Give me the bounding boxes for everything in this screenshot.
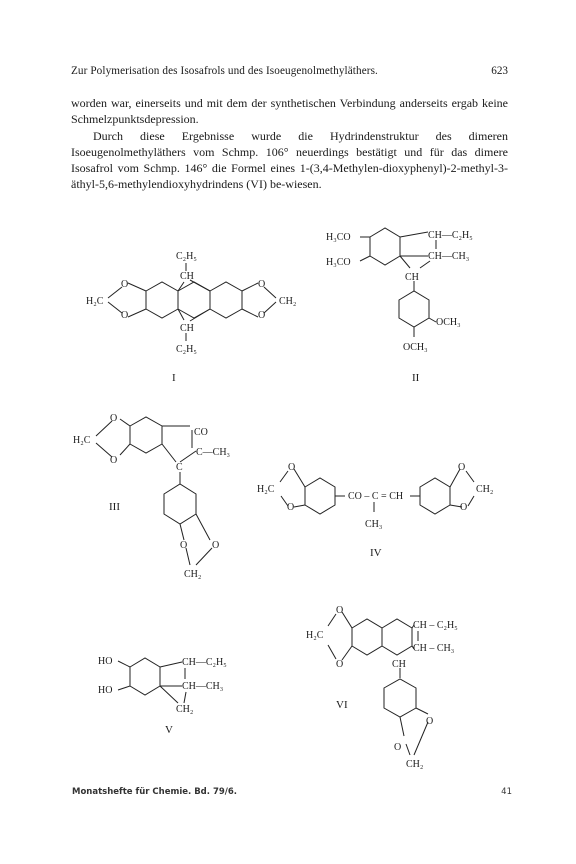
III-oxygen-right: O: [212, 540, 220, 551]
VI-ch: CH: [392, 659, 406, 670]
V-ch-ethyl: CH—C₂H₅: [182, 657, 227, 668]
I-oxygen-top-right: O: [258, 279, 266, 290]
IV-right-methylene: CH₂: [476, 484, 494, 495]
IV-left-methylene: H₂C: [257, 484, 275, 495]
structure-II: [326, 228, 473, 384]
running-title: Zur Polymerisation des Isosafrols und des Isoeugenolmethyläthers.: [71, 65, 378, 77]
IV-oxygen-bottom-left: O: [287, 502, 295, 513]
VI-oxygen-right: O: [426, 716, 434, 727]
I-top-ethyl: C₂H₅: [176, 251, 197, 262]
VI-methylene: H₂C: [306, 630, 324, 641]
I-top-ch: CH: [180, 271, 194, 282]
II-och3-ring: OCH₃: [436, 317, 461, 328]
I-right-methylene: CH₂: [279, 296, 297, 307]
VI-oxygen-left: O: [394, 742, 402, 753]
III-oxygen-bottom: O: [110, 455, 118, 466]
sheet-number: 41: [501, 787, 512, 797]
IV-label: IV: [370, 547, 382, 559]
III-c-methyl: C—CH₃: [196, 447, 231, 458]
VI-label: VI: [336, 699, 348, 711]
VI-ch2: CH₂: [406, 759, 424, 770]
paragraph-1: worden war, einerseits und mit dem der synthetischen Verbindung anderseits ergab keine Schmelzpunktsdepression.: [71, 96, 508, 127]
V-ho-bottom: HO: [98, 685, 113, 696]
structure-V: [98, 656, 227, 736]
IV-chain: CO – C = CH: [348, 491, 404, 502]
IV-oxygen-top-right: O: [458, 462, 466, 473]
I-left-methylene: H₂C: [86, 296, 104, 307]
I-label: I: [172, 372, 176, 384]
III-label: III: [109, 501, 120, 513]
III-oxygen-left: O: [180, 540, 188, 551]
VI-ch-methyl: CH – CH₃: [413, 643, 455, 654]
I-oxygen-bottom-right: O: [258, 310, 266, 321]
II-ch: CH: [405, 272, 419, 283]
II-ch-methyl: CH—CH₃: [428, 251, 470, 262]
VI-oxygen-top: O: [336, 605, 344, 616]
V-ch-methyl: CH—CH₃: [182, 681, 224, 692]
II-och3-bottom: OCH₃: [403, 342, 428, 353]
structure-I: [86, 251, 296, 384]
paragraph-2: Durch diese Ergebnisse wurde die Hydrindenstruktur des dimeren Isoeugenolmethyläthers vom Schmp. 106° neuerdings bestätigt und für das dimere Isosafrol vom Schmp. 146° die Formel eines 1-(3,4-Methylen-dioxyphenyl)-2-methyl-3-äthyl-5,6-methylendioxyhydrindens (VI) be-wiesen.: [71, 128, 508, 192]
III-ch2: CH₂: [184, 569, 202, 580]
V-ch2: CH₂: [176, 704, 194, 715]
IV-methyl: CH₃: [365, 519, 383, 530]
II-methoxy-top: H₃CO: [326, 232, 351, 243]
VI-oxygen-bottom: O: [336, 659, 344, 670]
I-oxygen-bottom-left: O: [121, 310, 129, 321]
V-label: V: [165, 724, 173, 736]
III-oxygen-top: O: [110, 413, 118, 424]
structure-IV: [257, 462, 493, 559]
II-ch-ethyl: CH—C₂H₅: [428, 230, 473, 241]
structure-III: [73, 413, 230, 580]
page-number: 623: [491, 65, 508, 77]
IV-oxygen-bottom-right: O: [460, 502, 468, 513]
I-bottom-ethyl: C₂H₅: [176, 344, 197, 355]
I-bottom-ch: CH: [180, 323, 194, 334]
IV-oxygen-top-left: O: [288, 462, 296, 473]
II-methoxy-second: H₃CO: [326, 257, 351, 268]
VI-ch-ethyl: CH – C₂H₅: [413, 620, 458, 631]
V-ho-top: HO: [98, 656, 113, 667]
structure-VI: [306, 605, 458, 770]
III-methylene: H₂C: [73, 435, 91, 446]
II-label: II: [412, 372, 420, 384]
journal-reference: Monatshefte für Chemie. Bd. 79/6.: [72, 787, 238, 797]
III-c: C: [176, 462, 183, 473]
III-carbonyl: CO: [194, 427, 208, 438]
I-oxygen-top-left: O: [121, 279, 129, 290]
